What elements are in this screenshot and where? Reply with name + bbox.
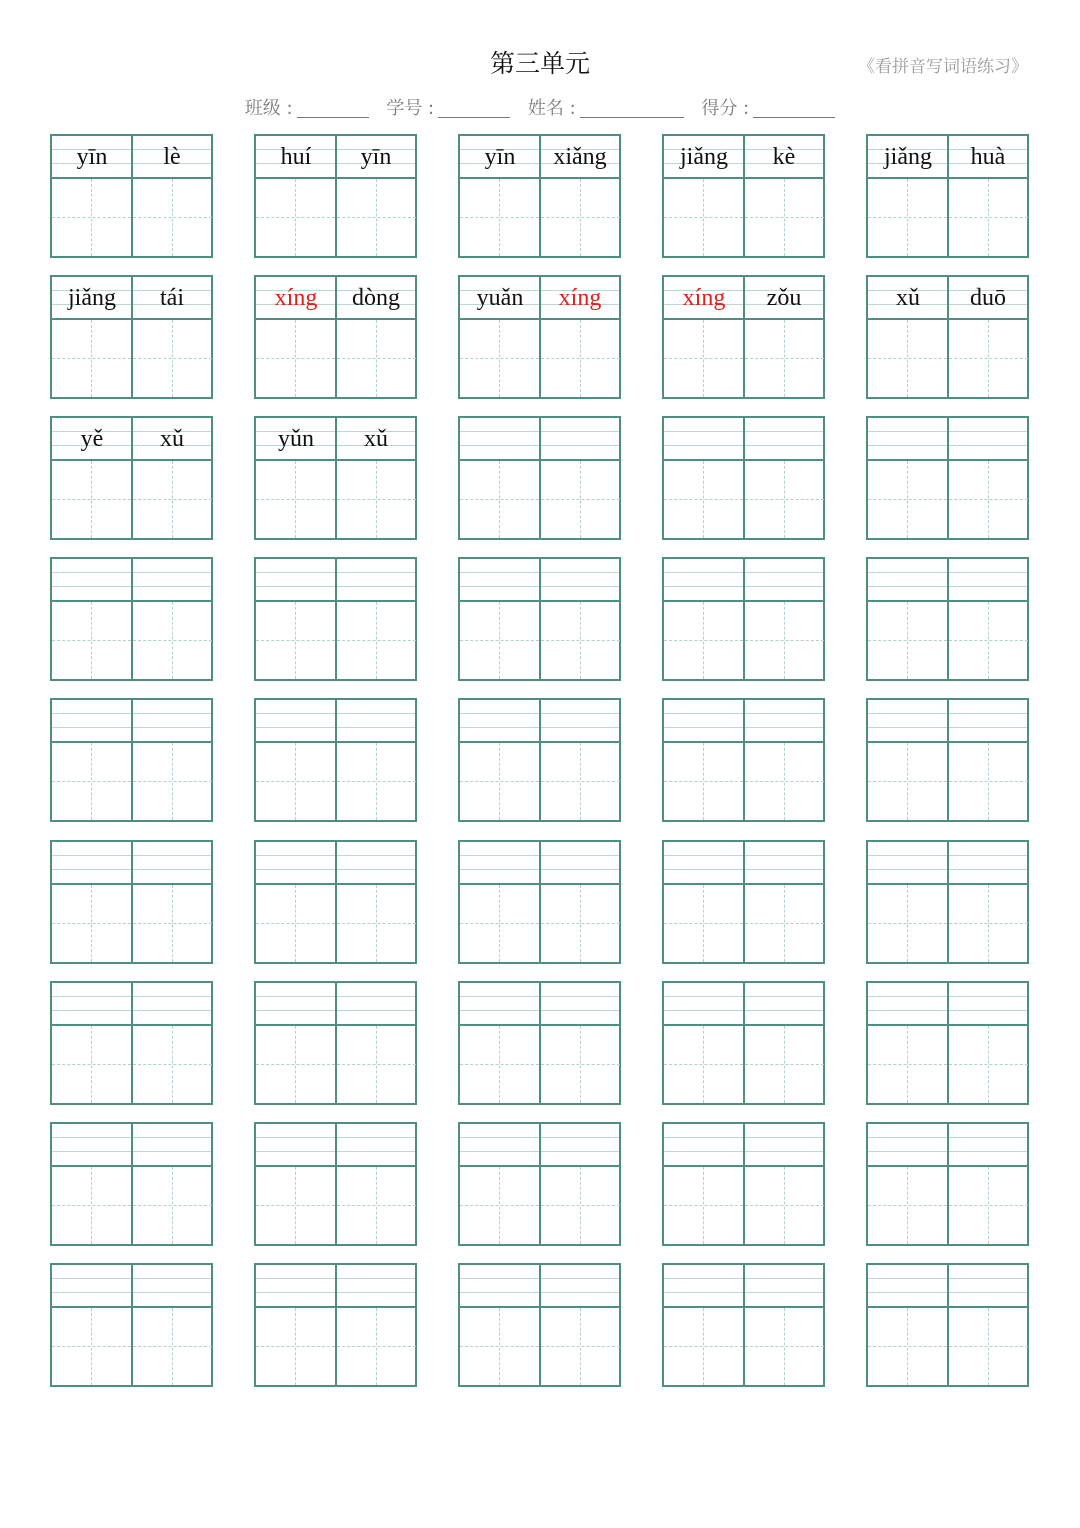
character-box[interactable]: [745, 1308, 824, 1385]
character-box[interactable]: [745, 1167, 824, 1244]
guide-line-vertical: [988, 885, 989, 962]
word-cell: [458, 1122, 621, 1246]
pinyin-syllable: xǔ: [364, 426, 388, 452]
word-cell: [254, 557, 417, 681]
character-box[interactable]: [460, 885, 539, 962]
guide-line-vertical: [499, 743, 500, 820]
guide-line-vertical: [91, 743, 92, 820]
character-box[interactable]: [745, 602, 824, 679]
guide-line-vertical: [784, 602, 785, 679]
character-box[interactable]: [664, 179, 743, 256]
score-blank[interactable]: [753, 99, 835, 118]
character-box[interactable]: [664, 1026, 743, 1103]
guide-line-vertical: [580, 743, 581, 820]
word-cell: [254, 840, 417, 964]
guide-line-vertical: [988, 1308, 989, 1385]
word-cell: [662, 134, 825, 258]
guide-line-vertical: [580, 602, 581, 679]
word-cell: [50, 840, 213, 964]
guide-line-vertical: [907, 743, 908, 820]
character-box[interactable]: [460, 320, 539, 397]
word-cell: [254, 275, 417, 399]
class-label: 班级 :: [244, 98, 293, 119]
guide-line-vertical: [580, 179, 581, 256]
guide-line-vertical: [580, 1308, 581, 1385]
character-box[interactable]: [745, 179, 824, 256]
name-blank[interactable]: [580, 99, 684, 118]
word-cell: [254, 1122, 417, 1246]
guide-line-vertical: [907, 1308, 908, 1385]
word-cell: [458, 1263, 621, 1387]
guide-line-vertical: [376, 1026, 377, 1103]
word-cell: [866, 416, 1029, 540]
guide-line-vertical: [91, 461, 92, 538]
character-box[interactable]: [541, 1026, 620, 1103]
character-box[interactable]: [868, 461, 947, 538]
character-box[interactable]: [868, 743, 947, 820]
character-box[interactable]: [52, 320, 131, 397]
pinyin-syllable: yě: [80, 426, 104, 452]
guide-line-vertical: [703, 743, 704, 820]
guide-line-vertical: [988, 179, 989, 256]
guide-line-vertical: [784, 179, 785, 256]
pinyin-syllable: jiǎng: [884, 144, 932, 170]
character-box[interactable]: [337, 320, 416, 397]
guide-line-vertical: [499, 461, 500, 538]
character-box[interactable]: [541, 461, 620, 538]
word-cell: [662, 981, 825, 1105]
word-cell: [866, 134, 1029, 258]
character-box[interactable]: [337, 602, 416, 679]
word-cell: [254, 1263, 417, 1387]
character-box[interactable]: [256, 602, 335, 679]
guide-line-vertical: [295, 743, 296, 820]
guide-line-vertical: [703, 885, 704, 962]
character-box[interactable]: [256, 1167, 335, 1244]
guide-line-vertical: [172, 1026, 173, 1103]
guide-line-vertical: [703, 461, 704, 538]
word-cell: [50, 1263, 213, 1387]
pinyin-syllable: yǔn: [278, 426, 314, 452]
character-box[interactable]: [460, 1308, 539, 1385]
guide-line-vertical: [988, 602, 989, 679]
word-cell: [662, 840, 825, 964]
character-box[interactable]: [949, 1167, 1028, 1244]
pinyin-syllable: lè: [163, 144, 181, 170]
character-box[interactable]: [949, 179, 1028, 256]
character-box[interactable]: [460, 461, 539, 538]
word-cell: [866, 840, 1029, 964]
character-box[interactable]: [256, 885, 335, 962]
guide-line-vertical: [91, 1308, 92, 1385]
score-field: [701, 94, 835, 120]
character-box[interactable]: [337, 885, 416, 962]
character-box[interactable]: [52, 1167, 131, 1244]
character-box[interactable]: [868, 1167, 947, 1244]
pinyin-syllable: yīn: [76, 144, 108, 170]
guide-line-vertical: [376, 179, 377, 256]
guide-line-vertical: [295, 1167, 296, 1244]
word-cell: [662, 1122, 825, 1246]
guide-line-vertical: [295, 885, 296, 962]
guide-line-vertical: [580, 885, 581, 962]
guide-line-vertical: [91, 179, 92, 256]
word-cell: [866, 1122, 1029, 1246]
pinyin-syllable: huà: [970, 144, 1006, 170]
character-box[interactable]: [52, 1308, 131, 1385]
guide-line-vertical: [91, 1026, 92, 1103]
character-box[interactable]: [541, 602, 620, 679]
guide-line-vertical: [376, 743, 377, 820]
character-box[interactable]: [460, 743, 539, 820]
student-number-blank[interactable]: [438, 99, 510, 118]
guide-line-vertical: [376, 885, 377, 962]
guide-line-vertical: [784, 1167, 785, 1244]
guide-line-vertical: [907, 1167, 908, 1244]
name-field: [528, 94, 684, 120]
guide-line-vertical: [988, 1167, 989, 1244]
word-cell: [662, 557, 825, 681]
character-box[interactable]: [337, 1026, 416, 1103]
character-box[interactable]: [133, 602, 212, 679]
guide-line-vertical: [703, 179, 704, 256]
pinyin-syllable: huí: [280, 144, 312, 170]
guide-line-vertical: [988, 743, 989, 820]
word-cell: [866, 1263, 1029, 1387]
page-subtitle: 《看拼音写词语练习》: [858, 57, 1028, 77]
guide-line-vertical: [703, 320, 704, 397]
guide-line-vertical: [907, 320, 908, 397]
character-box[interactable]: [52, 1026, 131, 1103]
word-cell: [50, 1122, 213, 1246]
character-box[interactable]: [133, 1308, 212, 1385]
guide-line-vertical: [907, 602, 908, 679]
character-box[interactable]: [949, 885, 1028, 962]
guide-line-vertical: [499, 320, 500, 397]
word-cell: [866, 698, 1029, 822]
character-box[interactable]: [337, 743, 416, 820]
guide-line-vertical: [295, 1026, 296, 1103]
word-cell: [458, 840, 621, 964]
character-box[interactable]: [949, 602, 1028, 679]
guide-line-vertical: [784, 743, 785, 820]
guide-line-vertical: [172, 461, 173, 538]
character-box[interactable]: [949, 1308, 1028, 1385]
character-box[interactable]: [664, 602, 743, 679]
character-box[interactable]: [868, 179, 947, 256]
page-title: 第三单元: [489, 49, 590, 78]
word-cell: [254, 134, 417, 258]
word-cell: [866, 557, 1029, 681]
word-cell: [254, 981, 417, 1105]
pinyin-syllable: duō: [970, 285, 1006, 311]
word-cell: [50, 275, 213, 399]
pinyin-syllable: xíng: [274, 285, 318, 311]
character-box[interactable]: [541, 1167, 620, 1244]
character-box[interactable]: [337, 1167, 416, 1244]
guide-line-vertical: [703, 1026, 704, 1103]
student-number-label: 学号 :: [386, 98, 435, 119]
guide-line-vertical: [499, 1308, 500, 1385]
guide-line-vertical: [172, 179, 173, 256]
character-box[interactable]: [664, 320, 743, 397]
guide-line-vertical: [499, 1167, 500, 1244]
character-box[interactable]: [745, 743, 824, 820]
character-box[interactable]: [541, 1308, 620, 1385]
character-box[interactable]: [256, 1026, 335, 1103]
guide-line-vertical: [499, 885, 500, 962]
word-cell: [254, 416, 417, 540]
character-box[interactable]: [337, 461, 416, 538]
character-box[interactable]: [133, 743, 212, 820]
guide-line-vertical: [91, 320, 92, 397]
guide-line-vertical: [988, 1026, 989, 1103]
guide-line-vertical: [784, 461, 785, 538]
character-box[interactable]: [256, 1308, 335, 1385]
guide-line-vertical: [172, 602, 173, 679]
guide-line-vertical: [988, 461, 989, 538]
character-box[interactable]: [541, 743, 620, 820]
character-box[interactable]: [664, 885, 743, 962]
character-box[interactable]: [868, 320, 947, 397]
character-box[interactable]: [745, 461, 824, 538]
word-cell: [866, 981, 1029, 1105]
character-box[interactable]: [949, 743, 1028, 820]
character-box[interactable]: [337, 179, 416, 256]
character-box[interactable]: [460, 1167, 539, 1244]
character-box[interactable]: [541, 179, 620, 256]
guide-line-vertical: [703, 602, 704, 679]
word-cell: [458, 275, 621, 399]
guide-line-vertical: [703, 1308, 704, 1385]
score-label: 得分 :: [701, 98, 750, 119]
word-cell: [662, 416, 825, 540]
pinyin-syllable: xíng: [682, 285, 726, 311]
character-box[interactable]: [541, 885, 620, 962]
word-cell: [662, 275, 825, 399]
character-box[interactable]: [664, 461, 743, 538]
character-box[interactable]: [745, 1026, 824, 1103]
character-box[interactable]: [52, 602, 131, 679]
guide-line-vertical: [172, 743, 173, 820]
word-cell: [662, 1263, 825, 1387]
guide-line-vertical: [295, 602, 296, 679]
pinyin-syllable: yīn: [484, 144, 516, 170]
character-box[interactable]: [256, 320, 335, 397]
guide-line-vertical: [499, 602, 500, 679]
guide-line-vertical: [91, 1167, 92, 1244]
guide-line-vertical: [784, 1308, 785, 1385]
student-number-field: [386, 94, 510, 120]
word-cell: [50, 981, 213, 1105]
pinyin-syllable: kè: [772, 144, 796, 170]
guide-line-vertical: [580, 461, 581, 538]
character-box[interactable]: [52, 461, 131, 538]
guide-line-vertical: [703, 1167, 704, 1244]
guide-line-vertical: [172, 320, 173, 397]
character-box[interactable]: [256, 179, 335, 256]
guide-line-vertical: [295, 461, 296, 538]
word-cell: [50, 698, 213, 822]
guide-line-vertical: [376, 320, 377, 397]
word-cell: [458, 416, 621, 540]
character-box[interactable]: [949, 1026, 1028, 1103]
character-box[interactable]: [52, 885, 131, 962]
guide-line-vertical: [172, 1167, 173, 1244]
character-box[interactable]: [133, 461, 212, 538]
character-box[interactable]: [52, 743, 131, 820]
guide-line-vertical: [295, 320, 296, 397]
guide-line-vertical: [580, 1026, 581, 1103]
character-box[interactable]: [868, 602, 947, 679]
character-box[interactable]: [460, 602, 539, 679]
character-box[interactable]: [460, 179, 539, 256]
character-box[interactable]: [133, 1167, 212, 1244]
character-box[interactable]: [337, 1308, 416, 1385]
character-box[interactable]: [949, 320, 1028, 397]
guide-line-vertical: [376, 1308, 377, 1385]
guide-line-vertical: [295, 179, 296, 256]
guide-line-vertical: [907, 461, 908, 538]
word-cell: [254, 698, 417, 822]
guide-line-vertical: [988, 320, 989, 397]
guide-line-vertical: [376, 1167, 377, 1244]
word-cell: [458, 981, 621, 1105]
guide-line-vertical: [907, 179, 908, 256]
pinyin-syllable: xiǎng: [553, 144, 607, 170]
character-box[interactable]: [133, 1026, 212, 1103]
pinyin-syllable: xǔ: [896, 285, 920, 311]
word-cell: [662, 698, 825, 822]
pinyin-syllable: yuǎn: [476, 285, 524, 311]
pinyin-syllable: xǔ: [160, 426, 184, 452]
word-cell: [50, 134, 213, 258]
guide-line-vertical: [499, 179, 500, 256]
guide-line-vertical: [580, 320, 581, 397]
character-box[interactable]: [664, 1167, 743, 1244]
character-box[interactable]: [745, 320, 824, 397]
word-cell: [458, 557, 621, 681]
guide-line-vertical: [784, 320, 785, 397]
pinyin-syllable: jiǎng: [680, 144, 728, 170]
character-box[interactable]: [460, 1026, 539, 1103]
character-box[interactable]: [256, 743, 335, 820]
guide-line-vertical: [580, 1167, 581, 1244]
character-box[interactable]: [868, 885, 947, 962]
pinyin-syllable: dòng: [352, 285, 400, 311]
character-box[interactable]: [541, 320, 620, 397]
guide-line-vertical: [907, 1026, 908, 1103]
pinyin-syllable: yīn: [360, 144, 392, 170]
class-field: [245, 94, 369, 120]
character-box[interactable]: [868, 1026, 947, 1103]
word-cell: [458, 698, 621, 822]
character-box[interactable]: [52, 179, 131, 256]
character-box[interactable]: [664, 1308, 743, 1385]
guide-line-vertical: [376, 602, 377, 679]
guide-line-vertical: [172, 885, 173, 962]
pinyin-syllable: tái: [160, 285, 184, 311]
character-box[interactable]: [133, 320, 212, 397]
guide-line-vertical: [376, 461, 377, 538]
character-box[interactable]: [868, 1308, 947, 1385]
guide-line-vertical: [907, 885, 908, 962]
name-label: 姓名 :: [527, 98, 576, 119]
word-cell: [458, 134, 621, 258]
class-blank[interactable]: [297, 99, 369, 118]
character-box[interactable]: [745, 885, 824, 962]
guide-line-vertical: [784, 1026, 785, 1103]
guide-line-vertical: [91, 602, 92, 679]
pinyin-syllable: xíng: [558, 285, 602, 311]
guide-line-vertical: [499, 1026, 500, 1103]
word-cell: [866, 275, 1029, 399]
character-box[interactable]: [133, 179, 212, 256]
guide-line-vertical: [784, 885, 785, 962]
pinyin-syllable: zǒu: [766, 285, 802, 311]
character-box[interactable]: [256, 461, 335, 538]
guide-line-vertical: [295, 1308, 296, 1385]
guide-line-vertical: [91, 885, 92, 962]
word-cell: [50, 416, 213, 540]
character-box[interactable]: [133, 885, 212, 962]
character-box[interactable]: [664, 743, 743, 820]
word-cell: [50, 557, 213, 681]
character-box[interactable]: [949, 461, 1028, 538]
guide-line-vertical: [172, 1308, 173, 1385]
student-info-row: [0, 94, 1080, 120]
pinyin-syllable: jiǎng: [68, 285, 116, 311]
